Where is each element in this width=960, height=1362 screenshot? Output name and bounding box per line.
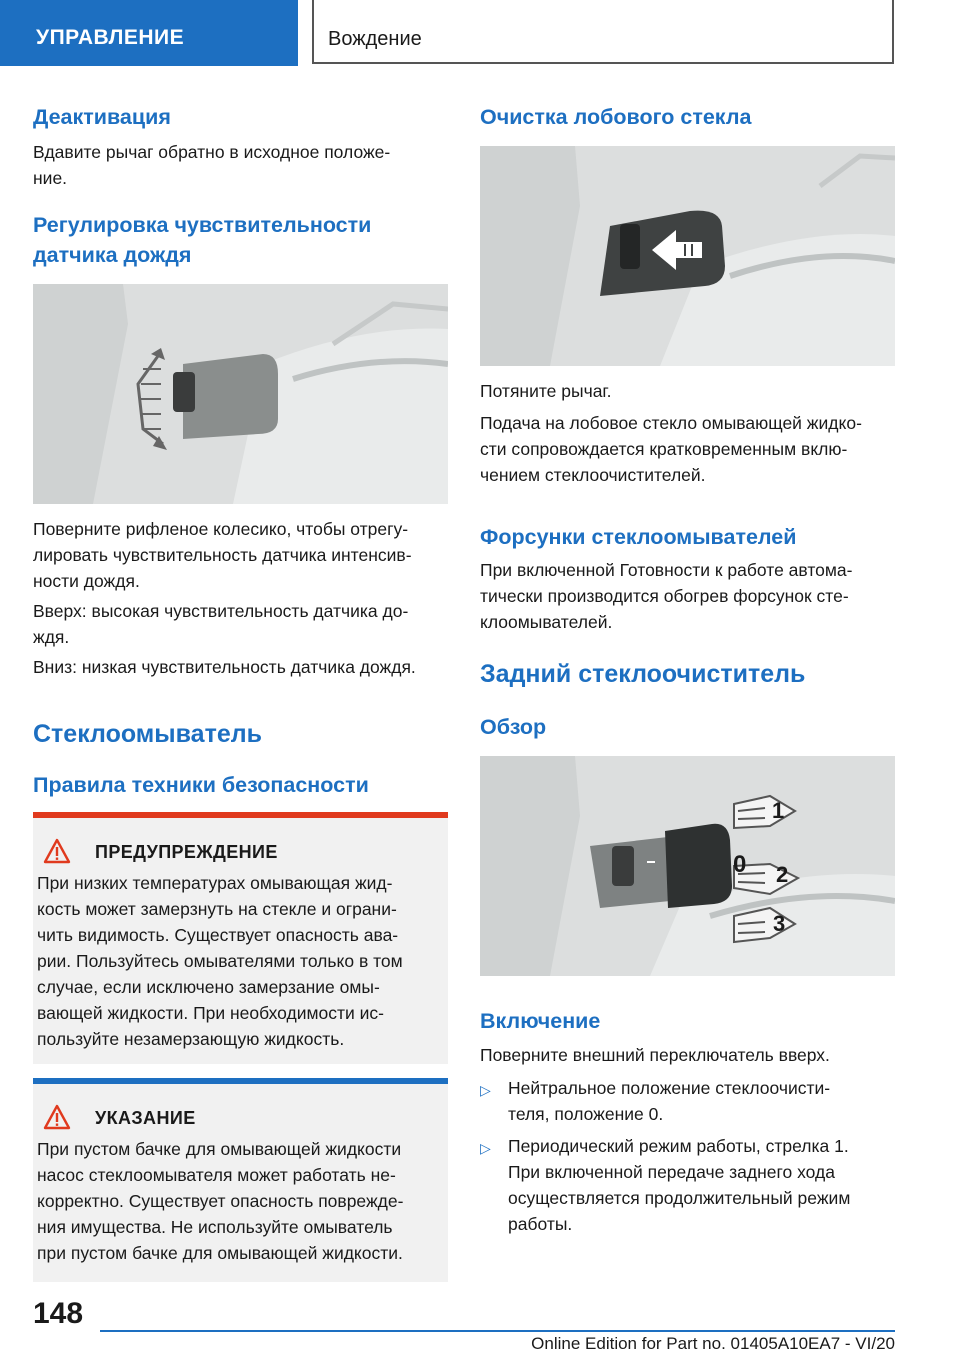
warning-triangle-icon: [43, 1104, 71, 1130]
text-windshield-2: Подача на лобовое стекло омывающей жидко- сти сопровождается кратковременным вклю- чением стеклоочистителей.: [480, 413, 862, 485]
warning-box: [33, 812, 448, 1064]
heading-nozzles: Форсунки стеклоомывателей: [480, 525, 797, 549]
rear-wiper-photo: [480, 756, 895, 976]
heading-switch-on: Включение: [480, 1009, 601, 1033]
note-box: [33, 1078, 448, 1282]
bullet-text: Периодический режим работы, стрелка 1. При включенной передаче заднего хода осуществляется продолжительный режим работы.: [508, 1136, 851, 1234]
heading-safety: Правила техники безопасности: [33, 773, 369, 797]
heading-deactivation: Деактивация: [33, 105, 171, 129]
bullet-triangle-icon: ▷: [480, 1082, 491, 1098]
text-switch-on: Поверните внешний переключатель вверх.: [480, 1045, 830, 1065]
text-nozzles: При включенной Готовности к работе автома- тически производится обогрев форсунок сте- клоомывателей.: [480, 560, 853, 632]
heading-washer: Стеклоомыватель: [33, 720, 262, 748]
heading-rain-sensor-2: датчика дождя: [33, 243, 192, 267]
note-text: При пустом бачке для омывающей жидкости насос стеклоомывателя может работать не- корректно. Существует опасность поврежде- ния имущества. Не используйте омыватель при пустом бачке для омывающей жидкости.: [37, 1139, 404, 1263]
bullet-text: Нейтральное положение стеклоочисти- теля, положение 0.: [508, 1078, 831, 1124]
page-number: 148: [33, 1297, 84, 1330]
list-item: [480, 1075, 895, 1131]
bullet-triangle-icon: ▷: [480, 1140, 491, 1156]
footer-edition: Online Edition for Part no. 01405A10EA7 - VI/20: [531, 1334, 895, 1353]
text-windshield-1: Потяните рычаг.: [480, 381, 612, 401]
warning-title: ПРЕДУПРЕЖДЕНИЕ: [95, 842, 278, 862]
heading-windshield-clean: Очистка лобового стекла: [480, 105, 752, 129]
text-rain-sensor-2: Вверх: высокая чувствительность датчика до- ждя.: [33, 601, 409, 647]
note-title: УКАЗАНИЕ: [95, 1108, 196, 1128]
figure-label-0: 0: [733, 851, 747, 878]
chapter-title: Вождение: [328, 28, 422, 50]
windshield-clean-photo: [480, 146, 895, 366]
figure-label-3: 3: [773, 911, 786, 936]
heading-rear-wiper: Задний стеклоочиститель: [480, 660, 806, 688]
footer-divider: [100, 1330, 895, 1332]
header-section-tab: [0, 0, 298, 66]
warning-text: При низких температурах омывающая жид- кость может замерзнуть на стекле и ограни- чить видимость. Существует опасность ава- рии. Пользуйтесь омывателями только в том случае, если исключено замерзание омы- вающей жидкости. При необходимости ис- пользуйте незамерзающую жидкость.: [37, 873, 403, 1049]
text-rain-sensor-1: Поверните рифленое колесико, чтобы отрегу- лировать чувствительность датчика интенсив- ности дождя.: [33, 519, 412, 591]
figure-label-1: 1: [772, 798, 785, 823]
text-rain-sensor-3: Вниз: низкая чувствительность датчика дождя.: [33, 657, 416, 677]
section-title: УПРАВЛЕНИЕ: [36, 26, 185, 49]
heading-overview: Обзор: [480, 715, 547, 739]
rain-sensor-photo: [33, 284, 448, 504]
warning-triangle-icon: [43, 838, 71, 864]
list-item: [480, 1133, 895, 1243]
heading-rain-sensor-1: Регулировка чувствительности: [33, 213, 372, 237]
text-deactivation: Вдавите рычаг обратно в исходное положе- ние.: [33, 142, 391, 188]
figure-label-2: 2: [776, 862, 789, 887]
header-chapter-box: [312, 0, 894, 64]
